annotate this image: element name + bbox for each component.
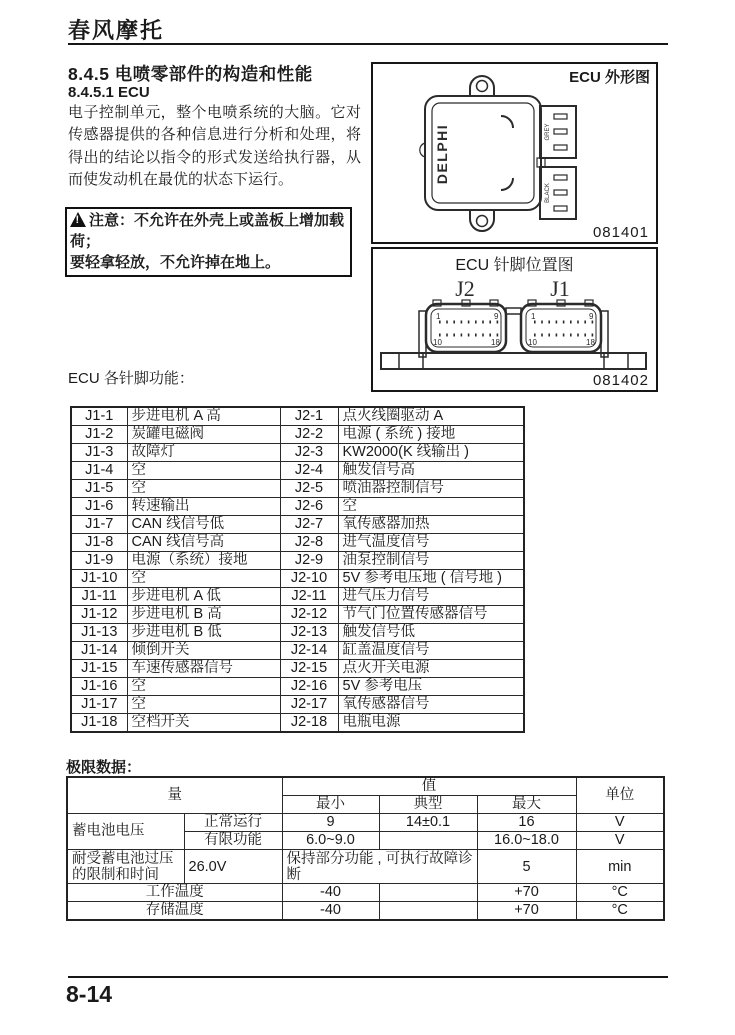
figure-outline-number: 081401	[592, 224, 649, 241]
pin-function-cell: 5V 参考电压	[338, 678, 524, 696]
storage-temp-label: 存储温度	[67, 902, 282, 921]
pin-table-row	[71, 588, 524, 606]
pin-function-cell: 空	[127, 462, 280, 480]
overvoltage-behavior: 保持部分功能 , 可执行故障诊断	[282, 850, 477, 884]
pin-table-row	[71, 516, 524, 534]
storage-temp-typical	[379, 902, 477, 921]
pin-function-cell: 电源（系统）接地	[127, 552, 280, 570]
limits-table	[66, 776, 665, 921]
storage-temp-min: -40	[282, 902, 379, 921]
pin-function-cell: 点火线圈驱动 A	[338, 407, 524, 426]
limits-header-typical: 典型	[379, 796, 477, 814]
pin-function-cell: 空	[127, 696, 280, 714]
ecu-outline-drawing	[373, 64, 656, 242]
pin-function-cell: 炭罐电磁阀	[127, 426, 280, 444]
warning-line-1	[70, 210, 347, 252]
pin-id-cell: J1-3	[71, 444, 127, 462]
pin-function-cell: 步进电机 A 高	[127, 407, 280, 426]
operating-temp-max: +70	[477, 884, 576, 902]
pin-function-cell: 5V 参考电压地 ( 信号地 )	[338, 570, 524, 588]
pin-id-cell: J1-15	[71, 660, 127, 678]
pin-function-cell: 氧传感器信号	[338, 696, 524, 714]
pin-id-cell: J1-9	[71, 552, 127, 570]
pin-function-cell: 空	[338, 498, 524, 516]
connector-j2-label: J2	[455, 276, 475, 301]
pin-function-cell: 进气压力信号	[338, 588, 524, 606]
pin-function-cell: CAN 线信号低	[127, 516, 280, 534]
pin-id-cell: J2-18	[280, 714, 338, 733]
section-body-paragraph: 电子控制单元，整个电喷系统的大脑。它对传感器提供的各种信息进行分析和处理，将得出的结论以指令的形式发送给执行器，从而使发动机在最优的状态下运行。	[68, 104, 361, 189]
battery-normal-label: 正常运行	[184, 814, 282, 832]
pin-table-row	[71, 678, 524, 696]
header-rule	[68, 43, 668, 45]
pin-function-cell: 油泵控制信号	[338, 552, 524, 570]
battery-limited-unit: V	[576, 832, 664, 850]
overvoltage-label: 耐受蓄电池过压的限制和时间	[67, 850, 184, 884]
pin-id-cell: J2-3	[280, 444, 338, 462]
pin-id-cell: J1-6	[71, 498, 127, 516]
battery-normal-min: 9	[282, 814, 379, 832]
brand-title: 春风摩托	[68, 18, 165, 43]
connector-j1-label: J1	[550, 276, 570, 301]
battery-normal-typical: 14±0.1	[379, 814, 477, 832]
operating-temp-typical	[379, 884, 477, 902]
connector-grey-label: GREY	[545, 123, 551, 141]
battery-limited-typical	[379, 832, 477, 850]
pin-id-cell: J2-12	[280, 606, 338, 624]
pin-id-cell: J2-1	[280, 407, 338, 426]
section-heading: 8.4.5 电喷零部件的构造和性能	[68, 64, 313, 84]
page-number: 8-14	[66, 981, 113, 1007]
ecu-cover-arc-top	[501, 116, 513, 128]
operating-temp-label: 工作温度	[67, 884, 282, 902]
pin-function-cell: 进气温度信号	[338, 534, 524, 552]
pin-function-cell: CAN 线信号高	[127, 534, 280, 552]
connector-black-label: BLACK	[545, 183, 551, 203]
j2-pin-18: 18	[491, 338, 500, 347]
ecu-bottom-ear	[470, 210, 494, 231]
pin-function-cell: 电源 ( 系统 ) 接地	[338, 426, 524, 444]
warning-line-2: 要轻拿轻放，不允许掉在地上。	[70, 254, 281, 271]
j2-pin-10: 10	[433, 338, 442, 347]
ecu-top-hole	[477, 81, 488, 92]
j1-pin-18: 18	[586, 338, 595, 347]
pin-id-cell: J1-2	[71, 426, 127, 444]
pin-id-cell: J2-17	[280, 696, 338, 714]
pin-id-cell: J2-7	[280, 516, 338, 534]
pin-id-cell: J1-8	[71, 534, 127, 552]
pin-id-cell: J2-8	[280, 534, 338, 552]
j1-pin-1: 1	[531, 312, 536, 321]
pin-function-cell: KW2000(K 线输出 )	[338, 444, 524, 462]
pin-id-cell: J1-16	[71, 678, 127, 696]
battery-normal-max: 16	[477, 814, 576, 832]
pin-id-cell: J2-4	[280, 462, 338, 480]
limits-header-min: 最小	[282, 796, 379, 814]
pin-table-row	[71, 714, 524, 733]
pin-table-body	[71, 407, 524, 732]
pin-function-cell: 故障灯	[127, 444, 280, 462]
pin-id-cell: J1-17	[71, 696, 127, 714]
pin-id-cell: J2-10	[280, 570, 338, 588]
pin-id-cell: J2-11	[280, 588, 338, 606]
battery-limited-max: 16.0~18.0	[477, 832, 576, 850]
pin-table-row	[71, 660, 524, 678]
section-subheading: 8.4.5.1 ECU	[68, 84, 150, 101]
pin-function-cell: 触发信号低	[338, 624, 524, 642]
pin-table-row	[71, 462, 524, 480]
pin-id-cell: J1-1	[71, 407, 127, 426]
pin-id-cell: J2-16	[280, 678, 338, 696]
pin-function-cell: 触发信号高	[338, 462, 524, 480]
pin-id-cell: J2-13	[280, 624, 338, 642]
battery-limited-label: 有限功能	[184, 832, 282, 850]
warning-text-1: 注意：不允许在外壳上或盖板上增加载荷；	[70, 212, 345, 250]
pin-function-cell: 空档开关	[127, 714, 280, 733]
limits-label: 极限数据：	[66, 759, 142, 776]
pin-function-cell: 电瓶电源	[338, 714, 524, 733]
ecu-cover-arc-bottom	[501, 178, 513, 190]
overvoltage-max: 5	[477, 850, 576, 884]
pin-table-row	[71, 534, 524, 552]
figure-pins-title: ECU 针脚位置图	[455, 257, 574, 274]
footer-rule	[68, 976, 668, 978]
pin-id-cell: J1-14	[71, 642, 127, 660]
storage-temp-max: +70	[477, 902, 576, 921]
pin-id-cell: J1-12	[71, 606, 127, 624]
j2-pin-9: 9	[494, 312, 499, 321]
operating-temp-unit: °C	[576, 884, 664, 902]
pin-table-row	[71, 552, 524, 570]
j1-pin-9: 9	[589, 312, 594, 321]
storage-temp-unit: °C	[576, 902, 664, 921]
pin-table-row	[71, 642, 524, 660]
j1-pin-10: 10	[528, 338, 537, 347]
pin-function-cell: 步进电机 B 低	[127, 624, 280, 642]
pin-table-row	[71, 498, 524, 516]
pin-function-cell: 步进电机 B 高	[127, 606, 280, 624]
figure-ecu-pin-positions	[371, 247, 658, 392]
figure-ecu-outline	[371, 62, 658, 244]
figure-pins-number: 081402	[592, 372, 649, 389]
limits-header-quantity: 量	[67, 777, 282, 814]
pin-id-cell: J2-14	[280, 642, 338, 660]
pin-id-cell: J1-10	[71, 570, 127, 588]
pin-function-cell: 空	[127, 678, 280, 696]
pin-function-cell: 缸盖温度信号	[338, 642, 524, 660]
pin-id-cell: J2-2	[280, 426, 338, 444]
battery-limited-min: 6.0~9.0	[282, 832, 379, 850]
pin-table-row	[71, 480, 524, 498]
mounting-bar	[381, 353, 646, 369]
overvoltage-unit: min	[576, 850, 664, 884]
limits-header-max: 最大	[477, 796, 576, 814]
warning-triangle-icon	[70, 212, 86, 227]
operating-temp-min: -40	[282, 884, 379, 902]
pin-id-cell: J2-5	[280, 480, 338, 498]
pin-id-cell: J2-6	[280, 498, 338, 516]
pin-table-row	[71, 624, 524, 642]
pin-id-cell: J1-18	[71, 714, 127, 733]
pin-id-cell: J2-9	[280, 552, 338, 570]
pin-function-cell: 点火开关电源	[338, 660, 524, 678]
pin-table-row	[71, 696, 524, 714]
pin-id-cell: J1-13	[71, 624, 127, 642]
pin-function-cell: 节气门位置传感器信号	[338, 606, 524, 624]
delphi-logo: DELPHI	[434, 123, 450, 185]
battery-voltage-label: 蓄电池电压	[67, 814, 184, 850]
limits-header-unit: 单位	[576, 777, 664, 814]
pin-id-cell: J1-5	[71, 480, 127, 498]
ecu-top-ear	[470, 76, 494, 97]
pin-id-cell: J1-7	[71, 516, 127, 534]
pin-id-cell: J1-11	[71, 588, 127, 606]
figure-outline-title: ECU 外形图	[569, 69, 650, 86]
pin-table-intro: ECU 各针脚功能：	[68, 370, 194, 387]
battery-normal-unit: V	[576, 814, 664, 832]
pin-table-row	[71, 570, 524, 588]
pin-function-cell: 空	[127, 570, 280, 588]
pin-function-cell: 空	[127, 480, 280, 498]
pin-table-row	[71, 606, 524, 624]
limits-header-value: 值	[282, 777, 576, 796]
pin-function-cell: 喷油器控制信号	[338, 480, 524, 498]
pin-id-cell: J2-15	[280, 660, 338, 678]
pin-table-row	[71, 426, 524, 444]
pin-function-cell: 车速传感器信号	[127, 660, 280, 678]
pin-function-cell: 氧传感器加热	[338, 516, 524, 534]
warning-box	[65, 207, 352, 277]
pin-function-table	[70, 406, 525, 733]
overvoltage-condition: 26.0V	[184, 850, 282, 884]
j2-pin-1: 1	[436, 312, 441, 321]
pin-function-cell: 倾倒开关	[127, 642, 280, 660]
pin-table-row	[71, 444, 524, 462]
pin-table-row	[71, 407, 524, 426]
pin-function-cell: 步进电机 A 低	[127, 588, 280, 606]
pin-id-cell: J1-4	[71, 462, 127, 480]
ecu-bottom-hole	[477, 216, 488, 227]
pin-function-cell: 转速输出	[127, 498, 280, 516]
